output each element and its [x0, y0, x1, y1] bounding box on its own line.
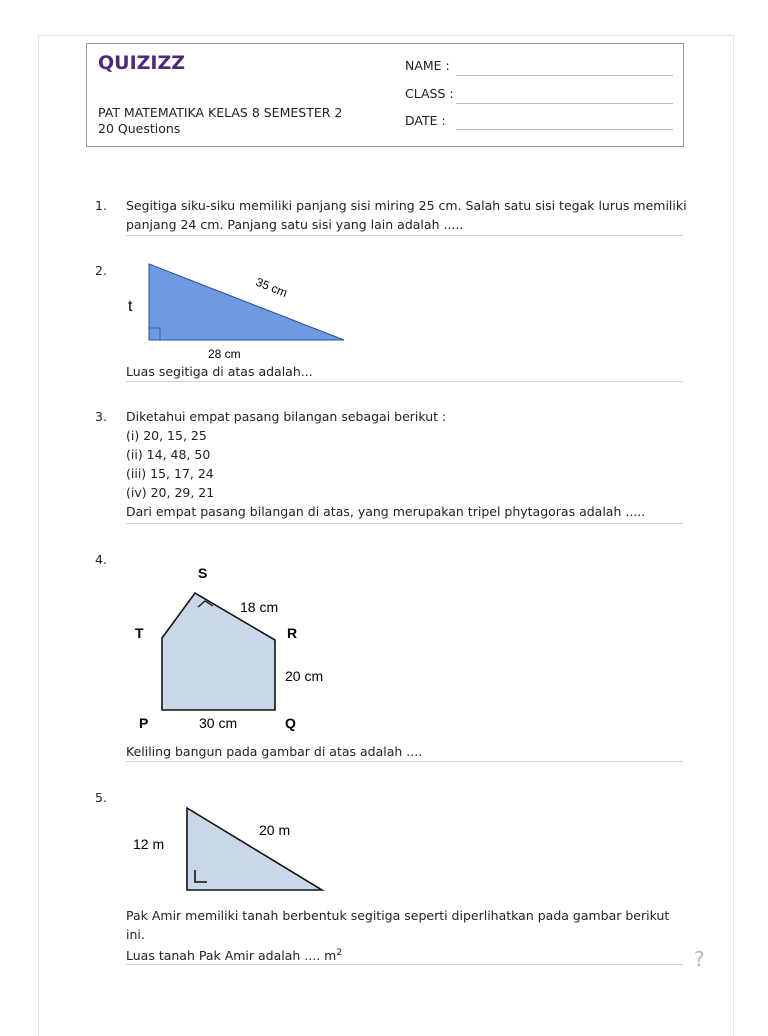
- question-1-text: [126, 196, 687, 234]
- vertex-p-label: P: [139, 715, 149, 731]
- question-divider: [126, 235, 683, 236]
- question-4-figure: [125, 560, 345, 735]
- hypotenuse-label: 35 cm: [253, 274, 290, 301]
- class-label: CLASS :: [405, 86, 454, 101]
- height-label: 12 m: [133, 836, 165, 852]
- right-triangle-shape: [149, 264, 344, 340]
- question-line: (ii) 14, 48, 50: [126, 447, 211, 462]
- question-2-figure: [120, 255, 360, 365]
- question-number: 5.: [95, 790, 107, 805]
- question-line: Segitiga siku-siku memiliki panjang sisi miring 25 cm. Salah satu sisi tegak lurus memiliki: [126, 198, 687, 213]
- hypotenuse-label: 20 m: [259, 822, 291, 838]
- question-5-text: [126, 906, 669, 965]
- help-icon[interactable]: ?: [694, 947, 705, 971]
- side-sr-label: 18 cm: [240, 599, 279, 615]
- right-triangle-shape: [187, 808, 322, 890]
- base-label: 28 cm: [208, 347, 241, 361]
- question-divider: [126, 964, 683, 965]
- name-field[interactable]: [456, 75, 673, 76]
- worksheet-header: [86, 43, 684, 147]
- question-line-text: Luas tanah Pak Amir adalah .... m: [126, 948, 337, 964]
- question-divider: [126, 523, 683, 524]
- question-line: Diketahui empat pasang bilangan sebagai berikut :: [126, 409, 447, 424]
- question-line: Pak Amir memiliki tanah berbentuk segitiga seperti diperlihatkan pada gambar berikut: [126, 908, 670, 923]
- question-number: 2.: [95, 263, 107, 278]
- date-field[interactable]: [456, 129, 673, 130]
- question-count: 20 Questions: [98, 121, 181, 136]
- question-number: 3.: [95, 409, 107, 424]
- date-label: DATE :: [405, 113, 446, 128]
- vertex-s-label: S: [198, 565, 208, 581]
- question-2-text: Luas segitiga di atas adalah...: [126, 364, 313, 379]
- question-5-figure: [125, 800, 345, 900]
- question-line: Dari empat pasang bilangan di atas, yang merupakan tripel phytagoras adalah .....: [126, 504, 646, 519]
- height-label: t: [128, 298, 133, 315]
- side-pq-label: 30 cm: [199, 715, 238, 731]
- question-line: (iii) 15, 17, 24: [126, 466, 214, 481]
- question-line: ini.: [126, 927, 145, 942]
- unit-exponent: 2: [336, 948, 343, 958]
- vertex-q-label: Q: [285, 715, 296, 731]
- vertex-r-label: R: [287, 625, 298, 641]
- question-divider: [126, 761, 683, 762]
- vertex-t-label: T: [135, 625, 144, 641]
- class-field[interactable]: [456, 103, 673, 104]
- question-divider: [126, 381, 683, 382]
- quiz-title: PAT MATEMATIKA KELAS 8 SEMESTER 2: [98, 105, 343, 120]
- question-line: (i) 20, 15, 25: [126, 428, 207, 443]
- quizizz-logo: QUIZIZZ: [98, 52, 186, 74]
- question-number: 4.: [95, 552, 107, 567]
- question-4-text: Keliling bangun pada gambar di atas adalah ....: [126, 744, 423, 759]
- question-line: (iv) 20, 29, 21: [126, 485, 215, 500]
- name-label: NAME :: [405, 58, 450, 73]
- question-line: panjang 24 cm. Panjang satu sisi yang lain adalah .....: [126, 217, 464, 232]
- question-3-text: [126, 407, 645, 521]
- question-line: [126, 944, 669, 965]
- question-number: 1.: [95, 198, 107, 213]
- side-rq-label: 20 cm: [285, 668, 324, 684]
